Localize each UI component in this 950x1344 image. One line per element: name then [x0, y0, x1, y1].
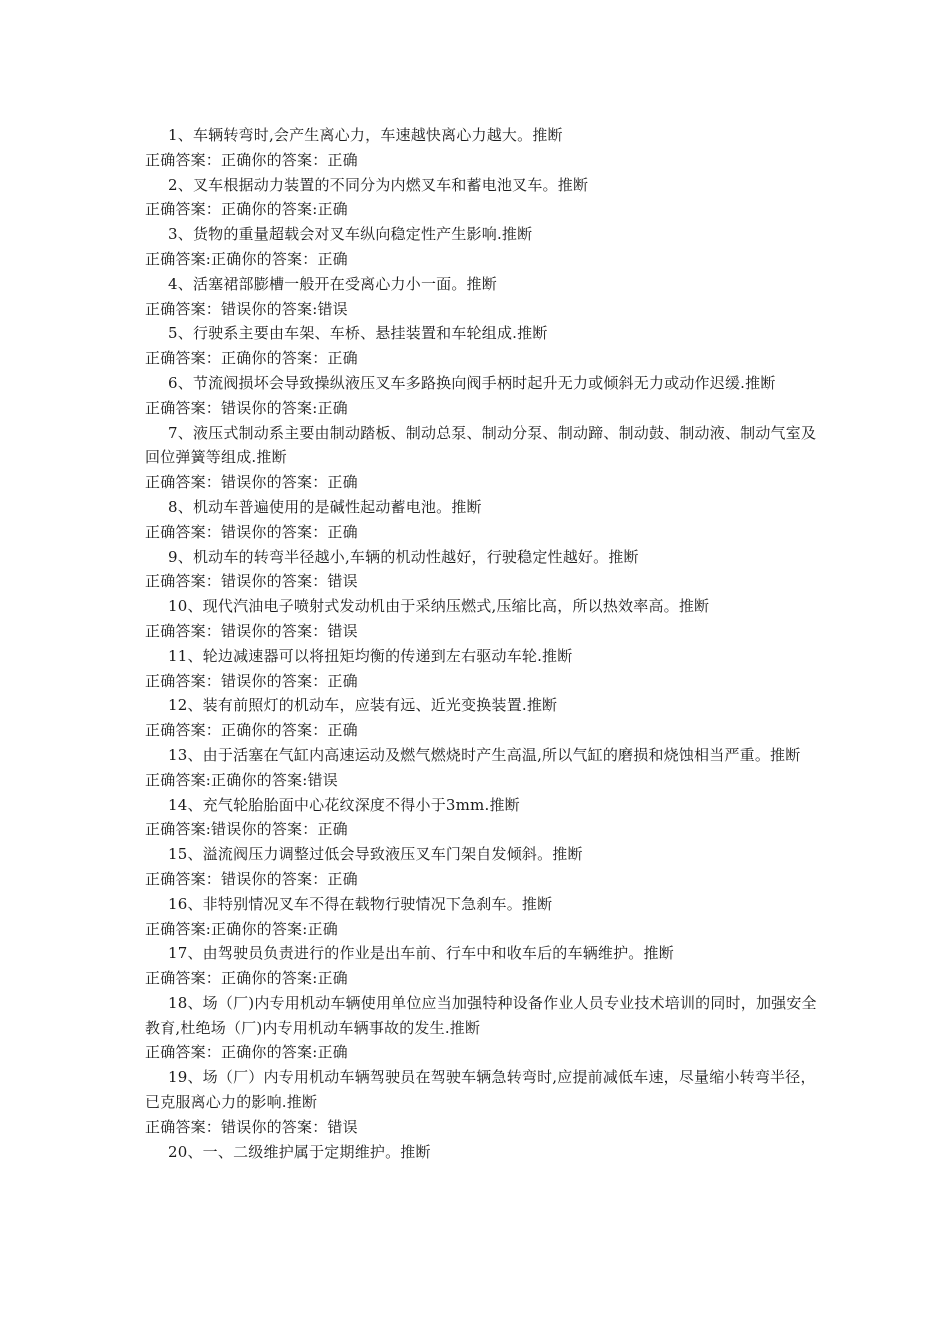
answer-15: 正确答案：错误你的答案：正确 — [145, 869, 358, 888]
question-19: 19、场（厂）内专用机动车辆驾驶员在驾驶车辆急转弯时,应提前减低车速，尽量缩小转弯半径，已克服离心力的影响.推断 — [145, 1068, 816, 1112]
question-15: 15、溢流阀压力调整过低会导致液压叉车门架自发倾斜。推断 — [168, 845, 583, 864]
question-10: 10、现代汽油电子喷射式发动机由于采纳压燃式,压缩比高，所以热效率高。推断 — [168, 597, 710, 616]
answer-9: 正确答案：错误你的答案：错误 — [145, 572, 358, 591]
question-3: 3、货物的重量超载会对叉车纵向稳定性产生影响.推断 — [168, 225, 533, 244]
answer-6: 正确答案：错误你的答案:正确 — [145, 398, 348, 417]
answer-14: 正确答案:错误你的答案：正确 — [145, 820, 348, 839]
answer-7: 正确答案：错误你的答案：正确 — [145, 473, 358, 492]
answer-11: 正确答案：错误你的答案：正确 — [145, 671, 358, 690]
answer-12: 正确答案：正确你的答案：正确 — [145, 721, 358, 740]
question-1: 1、车辆转弯时,会产生离心力，车速越快离心力越大。推断 — [168, 126, 563, 144]
question-12: 12、装有前照灯的机动车，应装有远、近光变换装置.推断 — [168, 696, 558, 715]
answer-18: 正确答案：正确你的答案:正确 — [145, 1043, 348, 1062]
question-13: 13、由于活塞在气缸内高速运动及燃气燃烧时产生高温,所以气缸的磨损和烧蚀相当严重。推断 — [168, 745, 801, 764]
question-14: 14、充气轮胎胎面中心花纹深度不得小于3mm.推断 — [168, 795, 520, 814]
answer-10: 正确答案：错误你的答案：错误 — [145, 621, 358, 640]
question-7: 7、液压式制动系主要由制动踏板、制动总泵、制动分泵、制动蹄、制动鼓、制动液、制动气室及回位弹簧等组成.推断 — [145, 423, 817, 467]
question-8: 8、机动车普遍使用的是碱性起动蓄电池。推断 — [168, 497, 482, 516]
answer-16: 正确答案:正确你的答案:正确 — [145, 919, 338, 938]
answer-13: 正确答案:正确你的答案:错误 — [145, 770, 338, 789]
question-16: 16、非特别情况叉车不得在载物行驶情况下急刹车。推断 — [168, 894, 553, 913]
question-17: 17、由驾驶员负责进行的作业是出车前、行车中和收车后的车辆维护。推断 — [168, 944, 674, 963]
question-list — [145, 123, 825, 1164]
question-2: 2、叉车根据动力装置的不同分为内燃叉车和蓄电池叉车。推断 — [168, 175, 589, 194]
question-11: 11、轮边减速器可以将扭矩均衡的传递到左右驱动车轮.推断 — [168, 646, 573, 665]
question-9: 9、机动车的转弯半径越小,车辆的机动性越好，行驶稳定性越好。推断 — [168, 547, 639, 566]
answer-17: 正确答案：正确你的答案:正确 — [145, 969, 348, 988]
question-5: 5、行驶系主要由车架、车桥、悬挂装置和车轮组成.推断 — [168, 324, 548, 343]
answer-19: 正确答案：错误你的答案：错误 — [145, 1117, 358, 1136]
answer-1: 正确答案：正确你的答案：正确 — [145, 150, 358, 169]
question-18: 18、场（厂)内专用机动车辆使用单位应当加强特种设备作业人员专业技术培训的同时，加强安全教育,杜绝场（厂)内专用机动车辆事故的发生.推断 — [145, 993, 817, 1037]
question-20: 20、一、二级维护属于定期维护。推断 — [168, 1142, 431, 1161]
answer-3: 正确答案:正确你的答案：正确 — [145, 249, 348, 268]
question-6: 6、节流阀损坏会导致操纵液压叉车多路换向阀手柄时起升无力或倾斜无力或动作迟缓.推断 — [168, 373, 776, 392]
question-4: 4、活塞裙部膨槽一般开在受离心力小一面。推断 — [168, 274, 497, 293]
answer-4: 正确答案：错误你的答案:错误 — [145, 299, 348, 318]
answer-5: 正确答案：正确你的答案：正确 — [145, 349, 358, 368]
answer-2: 正确答案：正确你的答案:正确 — [145, 200, 348, 219]
answer-8: 正确答案：错误你的答案：正确 — [145, 522, 358, 541]
